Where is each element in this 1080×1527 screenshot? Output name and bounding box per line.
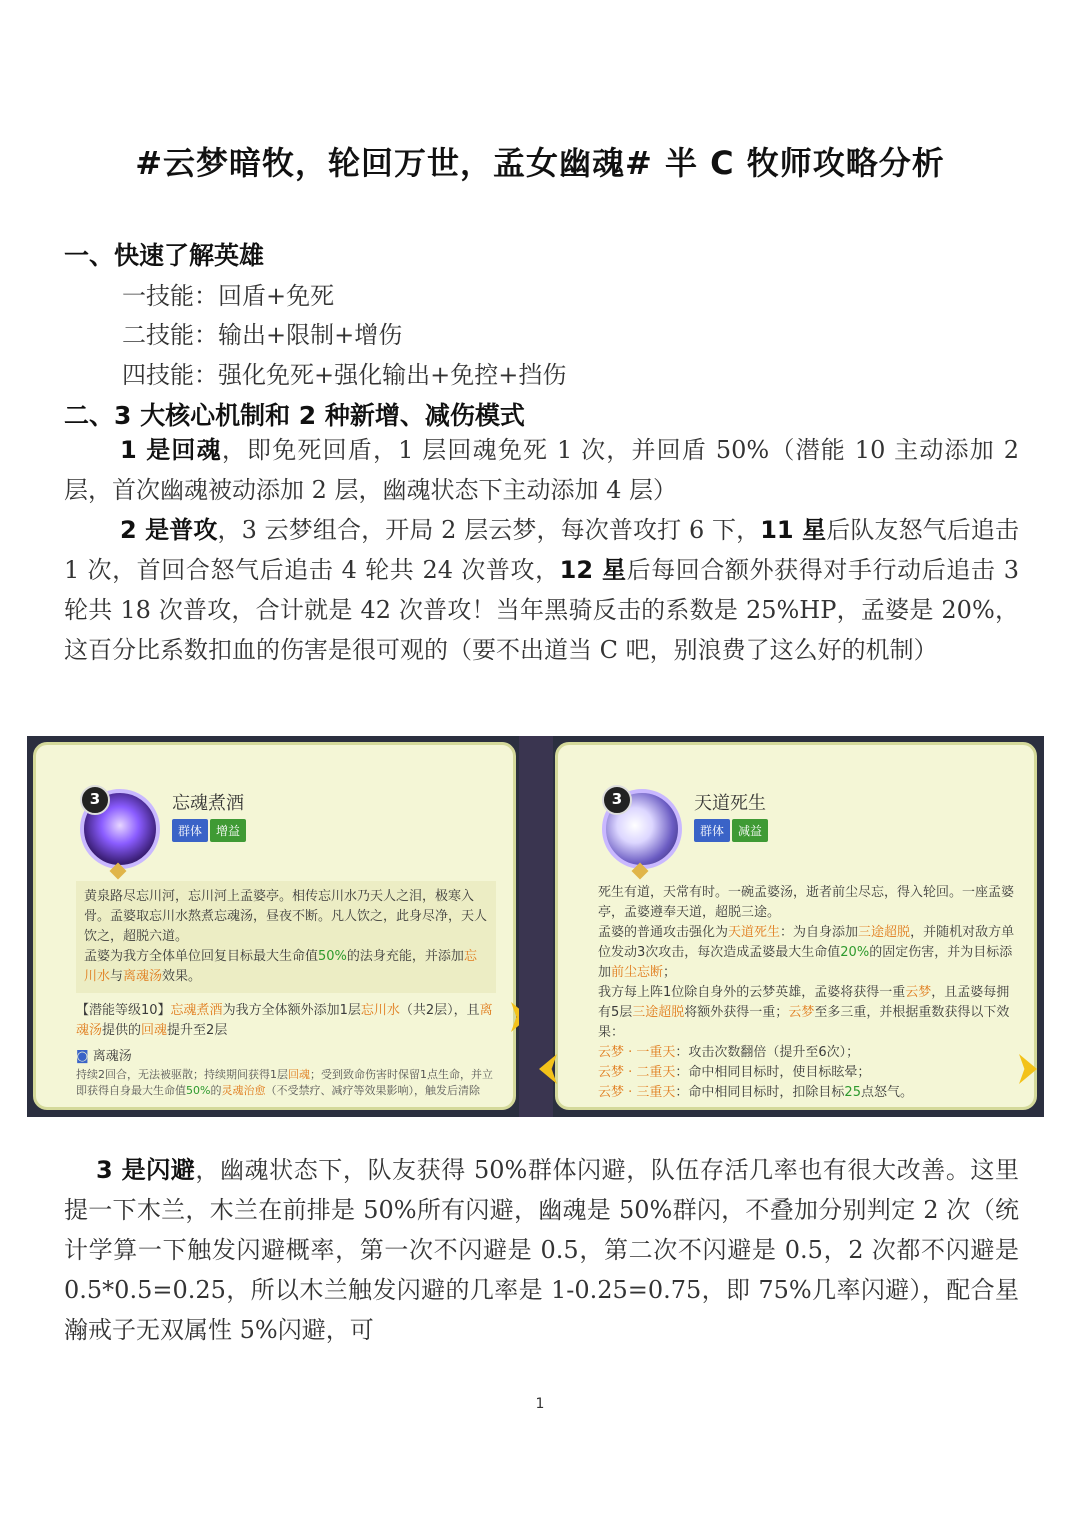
effect-level-1: 云梦 · 一重天：攻击次数翻倍（提升至6次）； xyxy=(598,1045,860,1060)
section2-heading: 二、3 大核心机制和 2 种新增、减伤模式 xyxy=(64,401,525,430)
skill-potential-1: 【潜能等级10】忘魂煮酒为我方全体额外添加1层忘川水（共2层），且离魂汤提供的回魂提升至2层 xyxy=(76,1003,493,1038)
skill-line-1: 一技能：回盾+免死 xyxy=(122,282,335,310)
skill-lore-1: 黄泉路尽忘川河，忘川河上孟婆亭。相传忘川水乃天人之泪，极寒入骨。孟婆取忘川水熬煮忘魂汤，昼夜不断。凡人饮之，此身尽净，天人饮之，超脱六道。 xyxy=(84,889,488,944)
skill-screenshot xyxy=(27,736,1044,1117)
skill-card-2 xyxy=(555,742,1037,1110)
paragraph-3: 3 是闪避，幽魂状态下，队友获得 50%群体闪避，队伍存活几率也有很大改善。这里提一下木兰，木兰在前排是 50%所有闪避，幽魂是 50%群闪，不叠加分别判定 2 次（统计学算一下触发闪避概率，第一次不闪避是 0.5，第二次不闪避是 0.5，2 次都不闪避是 0.5*0.5=0.25，所以木兰触发闪避的几率是 1-0.25=0.75，即 75%几率闪避），配合星瀚戒子无双属性 5%闪避，可 xyxy=(64,1156,1019,1344)
skill-desc-2 xyxy=(598,883,1018,1103)
page-title: #云梦暗牧，轮回万世，孟女幽魂# 半 C 牧师攻略分析 xyxy=(135,144,945,182)
section1-heading: 一、快速了解英雄 xyxy=(64,241,265,270)
effect-level-2: 云梦 · 二重天：命中相同目标时，使目标眩晕； xyxy=(598,1065,871,1080)
skill-card-1 xyxy=(33,742,516,1110)
skill-level-badge: 3 xyxy=(602,785,632,815)
skill-line-2: 二技能：输出+限制+增伤 xyxy=(122,321,403,349)
buff-title: ◙ 离魂汤 xyxy=(76,1049,132,1064)
skill-lore-2: 死生有道，天常有时。一碗孟婆汤，逝者前尘尽忘，得入轮回。一座孟婆亭，孟婆遵奉天道，超脱三途。 xyxy=(598,885,1015,920)
skill-effect-2: 孟婆的普通攻击强化为天道死生：为自身添加三途超脱，并随机对敌方单位发动3次攻击，每次造成孟婆最大生命值20%的固定伤害，并为目标添加前尘忘断； xyxy=(598,925,1015,980)
tag-buff: 增益 xyxy=(210,819,246,842)
skill-tags-1 xyxy=(172,819,248,842)
tag-debuff: 减益 xyxy=(732,819,768,842)
paragraph-2: 2 是普攻，3 云梦组合，开局 2 层云梦，每次普攻打 6 下，11 星后队友怒气后追击 1 次，首回合怒气后追击 4 轮共 24 次普攻，12 星后每回合额外获得对手行动后追击 3 轮共 18 次普攻，合计就是 42 次普攻！当年黑骑反击的系数是 25%HP，孟婆是 20%，这百分比系数扣血的伤害是很可观的（要不出道当 C 吧，别浪费了这么好的机制） xyxy=(64,516,1020,664)
page-number: 1 xyxy=(535,1396,545,1412)
skill-name-1: 忘魂煮酒 xyxy=(172,793,244,814)
divider xyxy=(519,736,553,1117)
tag-group: 群体 xyxy=(694,819,730,842)
buff-icon: ◙ xyxy=(76,1049,89,1064)
skill-desc-1 xyxy=(76,881,496,1099)
skill-tags-2 xyxy=(694,819,770,842)
skill-effect-1: 孟婆为我方全体单位回复目标最大生命值50%的法身充能，并添加忘川水与离魂汤效果。 xyxy=(84,949,477,984)
skill-level-badge: 3 xyxy=(80,785,110,815)
skill-line-3: 四技能：强化免死+强化输出+免控+挡伤 xyxy=(122,361,567,389)
skill-effect-2b: 我方每上阵1位除自身外的云梦英雄，孟婆将获得一重云梦，且孟婆每拥有5层三途超脱将额外获得一重；云梦至多三重，并根据重数获得以下效果： xyxy=(598,985,1010,1040)
paragraph-1: 1 是回魂，即免死回盾，1 层回魂免死 1 次，并回盾 50%（潜能 10 主动添加 2 层，首次幽魂被动添加 2 层，幽魂状态下主动添加 4 层） xyxy=(64,436,1020,504)
skill-name-2: 天道死生 xyxy=(694,793,766,814)
tag-group: 群体 xyxy=(172,819,208,842)
buff-desc: 持续2回合，无法被驱散；持续期间获得1层回魂；受到致命伤害时保留1点生命，并立即获得自身最大生命值50%的灵魂治愈（不受禁疗、减疗等效果影响），触发后清除 xyxy=(76,1068,493,1097)
effect-level-3: 云梦 · 三重天：命中相同目标时，扣除目标25点怒气。 xyxy=(598,1085,913,1100)
